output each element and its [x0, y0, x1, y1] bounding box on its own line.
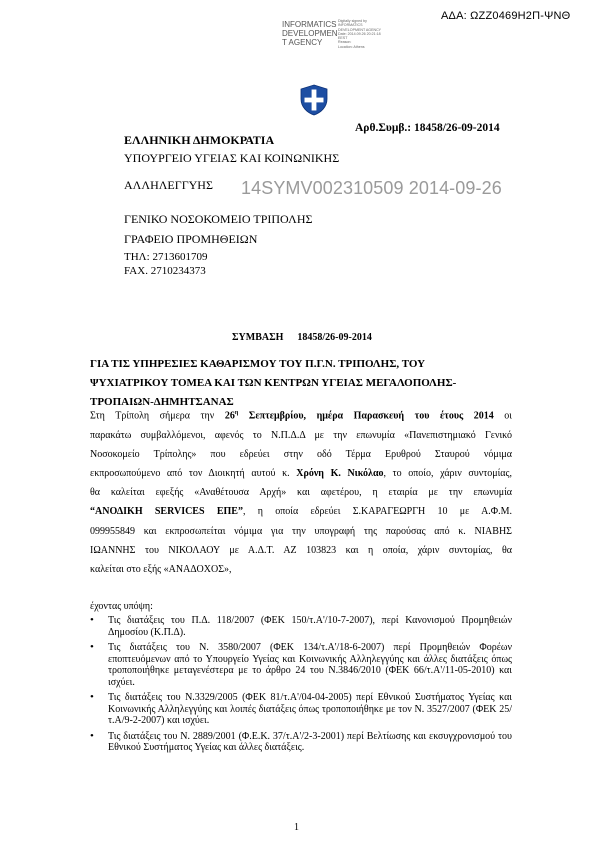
- contact-block: [124, 250, 207, 278]
- body-line: ΙΩΑΝΝΗΣ του ΝΙΚΟΛΑΟΥ με Α.Δ.Τ. ΑΖ 103823 και η οποία, χάριν συντομίας, θα: [90, 544, 512, 556]
- greek-coat-of-arms-icon: [298, 84, 330, 116]
- text-run: οι: [493, 410, 512, 422]
- authority-block: [124, 131, 339, 167]
- body-line: 099955849 και εκπροσωπείται νόμιμα για την υπογραφή της παρούσας από κ. ΝΙΑΒΗΣ: [90, 525, 512, 537]
- republic-title: ΕΛΛΗΝΙΚΗ ΔΗΜΟΚΡΑΤΙΑ: [124, 133, 275, 147]
- page-number: 1: [294, 822, 299, 833]
- phone-number: ΤΗΛ: 2713601709: [124, 251, 208, 263]
- bullet-icon: •: [90, 641, 94, 653]
- contract-reference: Αρθ.Συμβ.: 18458/26-09-2014: [355, 122, 500, 134]
- body-line: [90, 464, 512, 483]
- list-item: [90, 692, 512, 727]
- registry-stamp: 14SYMV002310509 2014-09-26: [241, 178, 502, 198]
- body-line: [90, 502, 512, 521]
- list-item-text: Τις διατάξεις του Ν. 3580/2007 (ΦΕΚ 134/τ.Α'/18-6-2007) περί Προμηθειών Φορέων εποπτευόμενων από το Υπουργείο Υγείας και Κοινωνικής Αλληλεγγύης και άλλες διατάξεις όπως τροποποιήθηκε μεταγενέστερα με το άρθρο 24 του Ν.3846/2010 (ΦΕΚ 66/τ.Α'/11-05-2010) και ισχύει.: [108, 642, 512, 688]
- subject-line: ΤΡΟΠΑΙΩΝ-ΔΗΜΗΤΣΑΝΑΣ: [90, 396, 234, 408]
- list-item: [90, 642, 512, 688]
- digital-signature-details: [338, 19, 398, 49]
- list-item-text: Τις διατάξεις του Ν. 2889/2001 (Φ.Ε.Κ. 37/τ.Α'/2-3-2001) περί Βελτίωσης και εκσυγχρονισμού του Εθνικού Συστήματος Υγείας και άλλες διατάξεις.: [108, 730, 512, 753]
- hospital-name: ΓΕΝΙΚΟ ΝΟΣΟΚΟΜΕΙΟ ΤΡΙΠΟΛΗΣ: [124, 212, 313, 226]
- signature-line: Digitally signed by: [338, 19, 367, 23]
- list-item: [90, 615, 512, 638]
- ordinal-suffix: η: [234, 410, 239, 416]
- signature-line: Reason:: [338, 40, 352, 45]
- considering-label: έχοντας υπόψη:: [90, 601, 153, 612]
- signature-line: Date: 2014.09.26 20:21:18: [338, 31, 381, 36]
- body-line: θα καλείται εφεξής «Αναθέτουσα Αρχή» και αφετέρου, η εταιρία με την επωνυμία: [90, 487, 512, 499]
- date-text: Σεπτεμβρίου, ημέρα Παρασκευή του έτους 2014: [238, 410, 494, 422]
- bullet-icon: •: [90, 729, 94, 742]
- subject-line: ΓΙΑ ΤΙΣ ΥΠΗΡΕΣΙΕΣ ΚΑΘΑΡΙΣΜΟΥ ΤΟΥ Π.Γ.Ν. ΤΡΙΠΟΛΗΣ, ΤΟΥ: [90, 358, 426, 370]
- body-line: Νοσοκομείο Τρίπολης» που εδρεύει στην οδό Τέρμα Ερυθρού Σταυρού νόμιμα: [90, 448, 512, 460]
- ministry-line-1: ΥΠΟΥΡΓΕΙΟ ΥΓΕΙΑΣ ΚΑΙ ΚΟΙΝΩΝΙΚΗΣ: [124, 151, 340, 165]
- body-line: καλείται στο εξής «ΑΝΑΔΟΧΟΣ»,: [90, 563, 232, 575]
- legal-basis-list: [90, 615, 512, 758]
- body-line: παρακάτω συμβαλλόμενοι, αφενός το Ν.Π.Δ.Δ με την επωνυμία «Πανεπιστημιακό Γενικό: [90, 429, 512, 441]
- text-run: , το οποίο, χάριν συντομίας,: [383, 467, 512, 479]
- heading-label: ΣΥΜΒΑΣΗ: [232, 332, 284, 343]
- heading-number: 18458/26-09-2014: [297, 332, 372, 343]
- list-item-text: Τις διατάξεις του Ν.3329/2005 (ΦΕΚ 81/τ.Α'/04-04-2005) περί Εθνικού Συστήματος Υγείας και Κοινωνικής Αλληλεγγύης και λοιπές διατάξεις όπως τροποποιήθηκε με τον Ν. 3527/2007 (ΦΕΚ 25/τ.Α/9-2-2007) και ισχύει.: [108, 692, 512, 726]
- fax-number: FAX. 2710234373: [124, 265, 206, 277]
- signature-line: DEVELOPMENT AGENCY: [338, 27, 382, 32]
- list-item-text: Τις διατάξεις του Π.Δ. 118/2007 (ΦΕΚ 150/τ.Α'/10-7-2007), περί Κανονισμού Προμηθειών Δημοσίου (Κ.Π.Δ).: [108, 615, 512, 638]
- hospital-block: [124, 209, 312, 249]
- contractor-name: “ΑΝΟΔΙΚΗ SERVICES ΕΠΕ”: [90, 506, 243, 518]
- text-run: Στη Τρίπολη σήμερα την: [90, 410, 225, 422]
- director-name: Χρόνη Κ. Νικόλαο: [296, 467, 384, 479]
- signature-line: INFORMATICS: [338, 23, 363, 28]
- office-name: ΓΡΑΦΕΙΟ ΠΡΟΜΗΘΕΙΩΝ: [124, 232, 258, 246]
- body-line: [90, 404, 512, 426]
- text-run: , η οποία εδρεύει Σ.ΚΑΡΑΓΕΩΡΓΗ 10 με Α.Φ.Μ.: [242, 506, 513, 518]
- signature-line: Location: Athens: [338, 44, 365, 49]
- contract-preamble: [90, 404, 512, 579]
- signer-organization: INFORMATICS DEVELOPMEN T AGENCY: [282, 20, 338, 47]
- document-heading: [232, 332, 372, 343]
- signature-line: EEST: [338, 36, 348, 41]
- text-run: εκπροσωπούμενο από τον Διοικητή αυτού κ.: [90, 467, 297, 479]
- list-item: [90, 731, 512, 754]
- date-day: 26: [224, 410, 235, 422]
- ministry-line-2: ΑΛΛΗΛΕΓΓΥΗΣ: [124, 178, 213, 192]
- ada-code: ΑΔΑ: ΩΖΖ0469Η2Π-ΨΝΘ: [441, 10, 571, 22]
- subject-line: ΨΥΧΙΑΤΡΙΚΟΥ ΤΟΜΕΑ ΚΑΙ ΤΩΝ ΚΕΝΤΡΩΝ ΥΓΕΙΑΣ ΜΕΓΑΛΟΠΟΛΗΣ-: [90, 377, 457, 389]
- bullet-icon: •: [90, 691, 94, 703]
- bullet-icon: •: [90, 614, 94, 626]
